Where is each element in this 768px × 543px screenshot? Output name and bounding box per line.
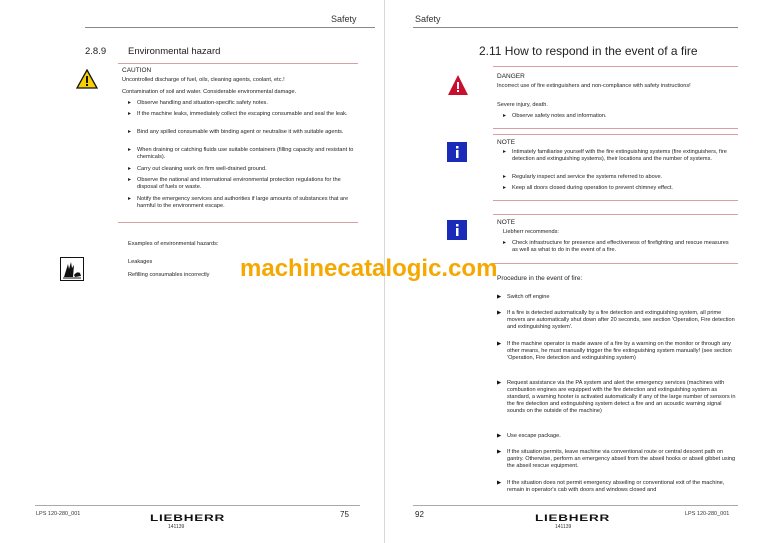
liebherr-logo: LIEBHERR xyxy=(150,513,226,523)
note2-bottom-rule xyxy=(493,263,738,264)
watermark: machinecatalogic.com xyxy=(240,255,498,282)
caution-bullet-4: ▸ When draining or catching fluids use suitable containers (filling capacity and resistant to chemicals). xyxy=(128,147,359,161)
procedure-step-3: ▶ If the machine operator is made aware of a fire by a warning on the monitor or through any other means, he must manually trigger the fire extinguishing system manually! (see section 'Operation, Fire detection and extinguishing system) xyxy=(497,341,737,362)
header-rule xyxy=(85,27,375,28)
procedure-heading: Procedure in the event of fire: xyxy=(497,275,583,282)
caution-bottom-rule xyxy=(118,222,358,223)
header-rule xyxy=(413,27,738,28)
caution-bullet-6: ▸ Observe the national and international environmental protection regulations for the disposal of fuels or waste. xyxy=(128,177,359,191)
note2-top-rule xyxy=(493,214,738,215)
caution-line-2: Contamination of soil and water. Considerable environmental damage. xyxy=(122,89,297,95)
caution-bullet-7: ▸ Notify the emergency services and authorities if large amounts of substances that are harmful to the environment escape. xyxy=(128,196,359,210)
caution-bullet-1: ▸ Observe handling and situation-specific safety notes. xyxy=(128,100,359,107)
liebherr-logo: LIEBHERR xyxy=(535,513,611,523)
note1-label: NOTE xyxy=(497,139,516,146)
footer-code: LPS 120-280_001 xyxy=(685,511,730,517)
info-icon xyxy=(447,220,467,240)
procedure-step-1: ▶ Switch off engine xyxy=(497,294,737,301)
caution-line-1: Uncontrolled discharge of fuel, oils, cleaning agents, coolant, etc.! xyxy=(122,77,285,83)
doc-number: 141139 xyxy=(555,524,572,530)
info-icon xyxy=(447,142,467,162)
danger-warning-icon xyxy=(447,74,469,96)
examples-heading: Examples of environmental hazards: xyxy=(128,241,219,247)
example-2: Refilling consumables incorrectly xyxy=(128,272,210,278)
danger-line-2: Severe injury, death. xyxy=(497,102,548,108)
page-number: 75 xyxy=(340,510,349,519)
note1-bullet-3: ▸ Keep all doors closed during operation to prevent chimney effect. xyxy=(503,185,734,192)
footer-code: LPS 120-280_001 xyxy=(36,511,81,517)
example-1: Leakages xyxy=(128,259,153,265)
section-number: 2.8.9 xyxy=(85,46,107,57)
danger-label: DANGER xyxy=(497,73,525,80)
note1-bullet-2: ▸ Regularly inspect and service the systems referred to above. xyxy=(503,174,734,181)
danger-bullet-1: ▸ Observe safety notes and information. xyxy=(503,113,734,120)
caution-warning-icon xyxy=(76,69,98,89)
page-header: Safety xyxy=(415,14,441,24)
procedure-step-7: ▶ If the situation does not permit emergency abseiling or conventional exit of the machine, remain in operator's cab with doors and windows closed and xyxy=(497,480,737,494)
caution-top-rule xyxy=(118,63,358,64)
procedure-step-6: ▶ If the situation permits, leave machine via conventional route or central descent path on gantry. Otherwise, perform an emergency abseil from the abseil hooks or abseil gibbet using the abseil rescue equipment. xyxy=(497,449,737,470)
note2-label: NOTE xyxy=(497,219,516,226)
footer-rule xyxy=(413,505,738,506)
caution-bullet-2: ▸ If the machine leaks, immediately collect the escaping consumable and seal the leak. xyxy=(128,111,359,118)
caution-bullet-5: ▸ Carry out cleaning work on firm well-drained ground. xyxy=(128,166,359,173)
note1-top-rule xyxy=(493,134,738,135)
section-title: 2.11 How to respond in the event of a fire xyxy=(479,44,698,58)
danger-line-1: Incorrect use of fire extinguishers and non-compliance with safety instructions! xyxy=(497,83,691,89)
danger-bottom-rule xyxy=(493,128,738,129)
danger-top-rule xyxy=(493,66,738,67)
procedure-step-4: ▶ Request assistance via the PA system and alert the emergency services (machines with combustion engines are equipped with the fire detection and extinguishing system as standard, a warning hooter is activated automatically if any of the large number of sensors in the fire detection and extinguishing system detect a fire and an acoustic warning signal sounds on the outside of the machine) xyxy=(497,380,737,415)
page-header: Safety xyxy=(331,14,357,24)
section-title: Environmental hazard xyxy=(128,46,221,57)
procedure-step-2: ▶ If a fire is detected automatically by a fire detection and extinguishing system, all prime movers are automatically shut down after 20 seconds, see section 'Operation, Fire detection and extinguishing system'. xyxy=(497,310,737,331)
caution-label: CAUTION xyxy=(122,67,152,74)
note2-bullet-1: ▸ Check infrastructure for presence and effectiveness of firefighting and rescue measures as well as what to do in the event of a fire. xyxy=(503,240,734,254)
note2-intro: Liebherr recommends: xyxy=(503,229,559,235)
environment-hazard-icon xyxy=(60,257,84,281)
footer-rule xyxy=(35,505,360,506)
note1-bottom-rule xyxy=(493,200,738,201)
note1-bullet-1: ▸ Intimately familiarise yourself with the fire extinguishing systems (fire extinguishers, fire detection and extinguishing systems), their locations and the number of systems. xyxy=(503,149,734,163)
caution-bullet-3: ▸ Bind any spilled consumable with binding agent or neutralise it with suitable agents. xyxy=(128,129,359,136)
procedure-step-5: ▶ Use escape package. xyxy=(497,433,737,440)
doc-number: 141139 xyxy=(168,524,185,530)
page-number: 92 xyxy=(415,510,424,519)
